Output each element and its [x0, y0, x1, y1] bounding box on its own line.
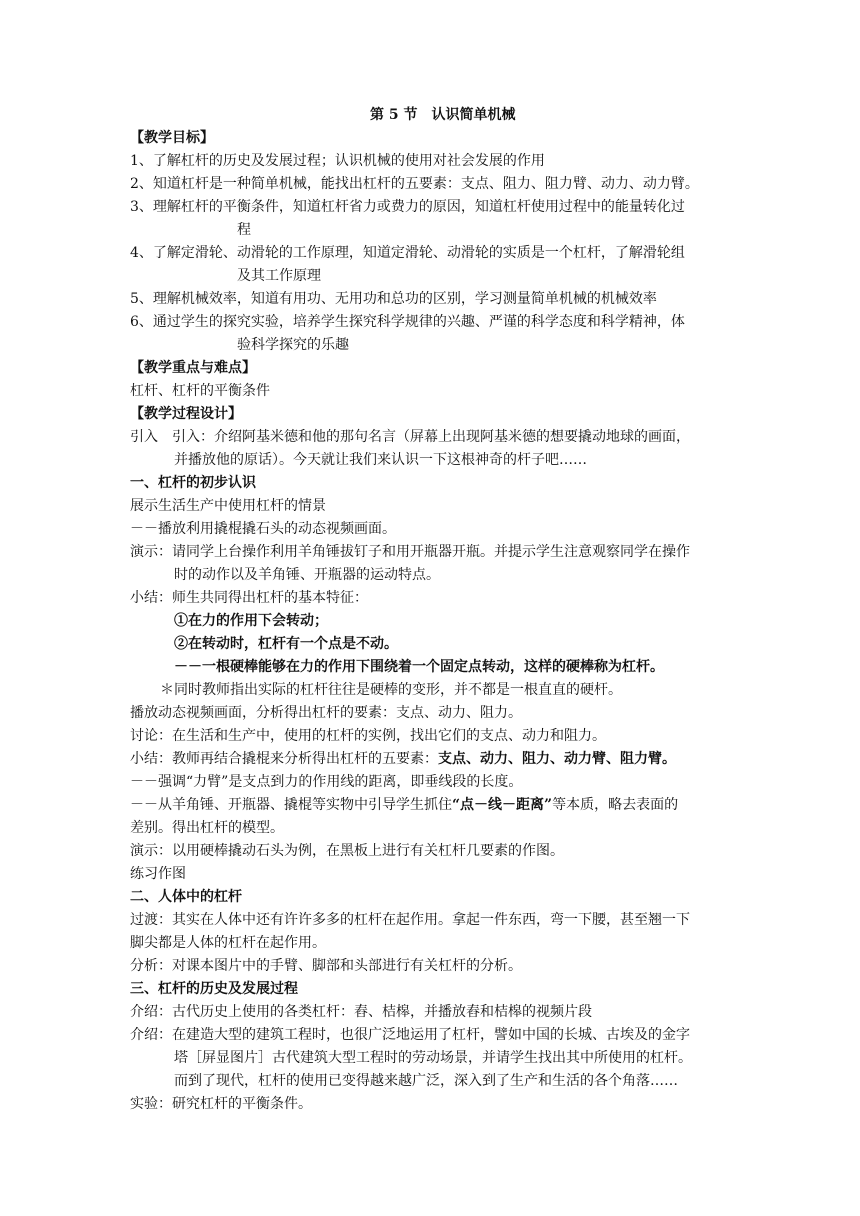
key-feature-line: ②在转动时，杠杆有一个点是不动。: [174, 636, 398, 652]
section-heading: 二、人体中的杠杆: [130, 889, 242, 905]
objective-line: 5、理解机械效率，知道有用功、无用功和总功的区别，学习测量简单机械的机械效率: [130, 291, 657, 307]
section-heading: 一、杠杆的初步认识: [130, 475, 256, 491]
objective-line: 3、理解杠杆的平衡条件，知道杠杆省力或费力的原因，知道杠杆使用过程中的能量转化过: [130, 199, 685, 215]
objective-line: 1、了解杠杆的历史及发展过程；认识机械的使用对社会发展的作用: [130, 153, 545, 169]
text-line: ＊同时教师指出实际的杠杆往往是硬棒的变形，并不都是一根直直的硬杆。: [160, 682, 622, 698]
section-heading: 三、杠杆的历史及发展过程: [130, 981, 298, 997]
text-line: 演示：请同学上台操作利用羊角锤拔钉子和用开瓶器开瓶。并提示学生注意观察同学在操作: [130, 544, 690, 560]
text-line: －－强调“力臂”是支点到力的作用线的距离，即垂线段的长度。: [130, 774, 523, 790]
text-span: 小结：教师再结合撬棍来分析得出杠杆的五要素：: [130, 751, 438, 767]
text-line: 小结：师生共同得出杠杆的基本特征：: [130, 590, 368, 606]
text-line: 分析：对课本图片中的手臂、脚部和头部进行有关杠杆的分析。: [130, 958, 522, 974]
five-elements-emphasis: 支点、动力、阻力、动力臂、阻力臂。: [438, 751, 676, 767]
section-heading: 【教学重点与难点】: [130, 360, 256, 376]
text-span: －－从羊角锤、开瓶器、撬棍等实物中引导学生抓住: [130, 797, 452, 813]
text-line: 杠杆、杠杆的平衡条件: [130, 383, 270, 399]
objective-line-continued: 程: [237, 222, 251, 238]
section-heading: 【教学过程设计】: [130, 406, 242, 422]
text-line: 介绍：古代历史上使用的各类杠杆：舂、桔槔，并播放舂和桔槔的视频片段: [130, 1004, 592, 1020]
text-line: 差别。得出杠杆的模型。: [130, 820, 284, 836]
text-line: 脚尖都是人体的杠杆在起作用。: [130, 935, 326, 951]
text-line: 实验：研究杠杆的平衡条件。: [130, 1096, 312, 1112]
text-line: 演示：以用硬棒撬动石头为例，在黑板上进行有关杠杆几要素的作图。: [130, 843, 564, 859]
objective-line-continued: 验科学探究的乐趣: [237, 337, 349, 353]
text-line: 介绍：在建造大型的建筑工程时，也很广泛地运用了杠杆，譬如中国的长城、古埃及的金字: [130, 1027, 690, 1043]
text-line: 引入 引入：介绍阿基米德和他的那句名言（屏幕上出现阿基米德的想要撬动地球的画面，: [130, 429, 690, 445]
objective-line: 6、通过学生的探究实验，培养学生探究科学规律的兴趣、严谨的科学态度和科学精神，体: [130, 314, 685, 330]
section-heading: 【教学目标】: [130, 130, 214, 146]
text-line: [130, 748, 676, 770]
text-line-continued: 而到了现代，杠杆的使用已变得越来越广泛，深入到了生产和生活的各个角落……: [174, 1073, 678, 1089]
objective-line: 2、知道杠杆是一种简单机械，能找出杠杆的五要素：支点、阻力、阻力臂、动力、动力臂。: [130, 176, 699, 192]
text-line: 播放动态视频画面，分析得出杠杆的要素：支点、动力、阻力。: [130, 705, 522, 721]
text-line: 过渡：其实在人体中还有许许多多的杠杆在起作用。拿起一件东西，弯一下腰，甚至翘一下: [130, 912, 690, 928]
text-line: 练习作图: [130, 866, 186, 882]
text-line: 展示生活生产中使用杠杆的情景: [130, 498, 326, 514]
definition-line: －－一根硬棒能够在力的作用下围绕着一个固定点转动，这样的硬棒称为杠杆。: [174, 659, 664, 675]
text-line: －－播放利用撬棍撬石头的动态视频画面。: [130, 521, 396, 537]
model-emphasis: “点－线－距离”: [452, 797, 553, 813]
text-line-continued: 塔［屏显图片］古代建筑大型工程时的劳动场景，并请学生找出其中所使用的杠杆。: [174, 1050, 692, 1066]
page-title: 第 5 节 认识简单机械: [370, 107, 516, 123]
text-line: 讨论：在生活和生产中，使用的杠杆的实例，找出它们的支点、动力和阻力。: [130, 728, 606, 744]
text-span: 等本质，略去表面的: [552, 797, 679, 813]
objective-line: 4、了解定滑轮、动滑轮的工作原理，知道定滑轮、动滑轮的实质是一个杠杆，了解滑轮组: [130, 245, 685, 261]
key-feature-line: ①在力的作用下会转动；: [174, 613, 328, 629]
text-line-continued: 并播放他的原话）。今天就让我们来认识一下这根神奇的杆子吧……: [174, 452, 587, 468]
objective-line-continued: 及其工作原理: [237, 268, 321, 284]
text-line-continued: 时的动作以及羊角锤、开瓶器的运动特点。: [174, 567, 440, 583]
text-line: [130, 794, 678, 816]
